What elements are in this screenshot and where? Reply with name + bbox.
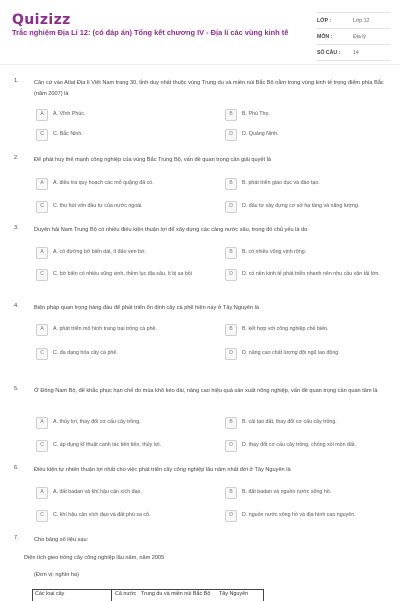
question-text: Điều kiện tự nhiên thuận lợi nhất cho việc phát triển cây công nghiệp lâu năm nhất đới ở Tây Nguyên là <box>34 467 291 473</box>
question-number: 3. <box>14 225 19 231</box>
option-text: D. thay đổi cơ cấu cây trồng, chống xói mòn đất. <box>242 441 356 448</box>
table-unit: (Đơn vị: nghìn ha) <box>34 572 80 578</box>
quizizz-logo: Quizizz <box>12 12 71 28</box>
option-letter-badge: C <box>36 348 48 360</box>
meta-label: MÔN : <box>317 33 333 40</box>
option-letter-badge: B <box>225 487 237 499</box>
option-text: A. điều tra quy hoạch các mỏ quặng đã có. <box>53 179 154 186</box>
option-letter-badge: A <box>36 247 48 259</box>
option-a[interactable] <box>36 323 206 336</box>
option-letter-badge: A <box>36 324 48 336</box>
option-text: A. đất badan và khí hậu cận xích đạo. <box>53 488 142 495</box>
option-c[interactable] <box>36 439 206 452</box>
header-divider <box>0 64 400 65</box>
option-text: B. đất badan và nguồn nước sông hồ. <box>242 488 332 495</box>
question-text: Cho bảng số liệu sau: <box>34 537 89 543</box>
table-header-cell: Trung du và miền núi Bắc Bộ <box>141 591 211 597</box>
option-c[interactable] <box>36 266 206 284</box>
option-a[interactable] <box>36 246 206 259</box>
option-text: D. đầu tư xây dựng cơ sở hạ tầng và năng lượng. <box>242 202 360 209</box>
option-letter-badge: D <box>225 269 237 281</box>
table-header-cell: Cả nước <box>115 591 137 597</box>
option-letter-badge: C <box>36 440 48 452</box>
option-text: D. nguồn nước sông hồ và địa hình cao nguyên. <box>242 511 356 518</box>
option-text: D. Quảng Ninh. <box>242 130 279 137</box>
option-text: A. phát triển mô hình trang trại trồng cà phê. <box>53 325 157 332</box>
option-text: A. có đường bờ biển dài, ít đảo ven bờ. <box>53 248 146 255</box>
question-number: 7. <box>14 535 19 541</box>
meta-row-grade <box>317 13 390 29</box>
question-number: 2. <box>14 155 19 161</box>
option-d[interactable] <box>225 266 395 284</box>
meta-value: Lớp 12 <box>353 17 370 24</box>
option-letter-badge: C <box>36 201 48 213</box>
option-letter-badge: A <box>36 178 48 190</box>
option-letter-badge: B <box>225 247 237 259</box>
option-letter-badge: D <box>225 348 237 360</box>
option-text: C. Bắc Ninh. <box>53 130 83 137</box>
page-title: Trắc nghiệm Địa Lí 12: (có đáp án) Tổng kết chương IV - Địa lí các vùng kinh tế <box>12 28 289 37</box>
option-text: A. Vĩnh Phúc. <box>53 110 86 117</box>
option-text: B. cải tạo đất, thay đổi cơ cấu cây trồng. <box>242 418 337 425</box>
option-text: A. thủy lợi, thay đổi cơ cấu cây trồng. <box>53 418 141 425</box>
option-c[interactable] <box>36 509 206 522</box>
option-b[interactable] <box>225 416 395 429</box>
option-letter-badge: C <box>36 269 48 281</box>
option-a[interactable] <box>36 416 206 429</box>
option-text: B. phát triển giáo dục và đào tạo. <box>242 179 320 186</box>
option-letter-badge: D <box>225 201 237 213</box>
question-text: Duyên hải Nam Trung Bộ có nhiều điều kiện thuận lợi để xây dựng các cảng nước sâu, trong đó chủ yếu là do <box>34 227 308 233</box>
option-letter-badge: A <box>36 417 48 429</box>
option-a[interactable] <box>36 177 206 190</box>
option-b[interactable] <box>225 486 395 499</box>
option-letter-badge: B <box>225 324 237 336</box>
table-header-cell: Các loại cây <box>35 591 65 597</box>
option-b[interactable] <box>225 246 395 259</box>
option-b[interactable] <box>225 108 395 121</box>
option-b[interactable] <box>225 323 395 336</box>
option-d[interactable] <box>225 128 395 141</box>
option-letter-badge: C <box>36 510 48 522</box>
option-letter-badge: A <box>36 487 48 499</box>
meta-label: LỚP : <box>317 17 332 24</box>
question-text: Ở Đông Nam Bộ, để khắc phục hạn chế do mùa khô kéo dài, nâng cao hiệu quả sản xuất nông nghiệp, vấn đề quan trọng cần quan tâm là <box>34 388 378 394</box>
question-text: Để phát huy thế mạnh công nghiệp của vùng Bắc Trung Bộ, vấn đề quan trọng cần giải quyết là <box>34 157 271 163</box>
option-a[interactable] <box>36 108 206 121</box>
meta-value: Địa lý <box>353 33 366 40</box>
question-number: 6. <box>14 465 19 471</box>
header <box>0 0 400 62</box>
data-table-header <box>32 589 264 601</box>
question-number: 1. <box>14 78 19 84</box>
option-d[interactable] <box>225 439 395 452</box>
option-letter-badge: B <box>225 178 237 190</box>
question-number: 5. <box>14 386 19 392</box>
option-letter-badge: D <box>225 129 237 141</box>
option-letter-badge: D <box>225 440 237 452</box>
option-letter-badge: D <box>225 510 237 522</box>
question-number: 4. <box>14 303 19 309</box>
option-text: C. bờ biển có nhiều vũng vịnh, thềm lục địa sâu, ít bị sa bồi <box>53 271 192 278</box>
option-letter-badge: C <box>36 129 48 141</box>
table-divider <box>111 590 112 601</box>
option-d[interactable] <box>225 509 395 522</box>
meta-label: SỐ CÂU : <box>317 49 341 56</box>
option-d[interactable] <box>225 200 395 213</box>
table-header-cell: Tây Nguyên <box>219 591 249 597</box>
option-b[interactable] <box>225 177 395 190</box>
option-letter-badge: B <box>225 109 237 121</box>
table-caption: Diện tích gieo trồng cây công nghiệp lâu năm, năm 2005 <box>24 555 165 561</box>
option-text: C. thu hút vốn đầu tư của nước ngoài. <box>53 202 143 209</box>
option-c[interactable] <box>36 345 206 363</box>
option-text: D. có nền kinh tế phát triển nhanh nên nhu cầu vận tải lớn. <box>242 271 380 278</box>
meta-value: 14 <box>353 49 359 56</box>
meta-row-count <box>317 45 390 61</box>
question-text: Căn cứ vào Atlat Địa lí Việt Nam trang 30, tỉnh duy nhất thuộc vùng Trung du và miền núi Bắc Bộ nằm trong vùng kinh tế trọng điểm phía Bắc (năm 2007) là <box>34 80 384 97</box>
meta-row-subject <box>317 29 390 45</box>
option-text: C. áp dụng kĩ thuật canh tác tiên tiến, thủy lợi. <box>53 441 162 448</box>
option-d[interactable] <box>225 345 395 363</box>
option-text: B. Phú Thọ. <box>242 110 270 117</box>
option-text: C. khí hậu cận xích đạo và đất phù sa cổ. <box>53 511 151 518</box>
option-c[interactable] <box>36 128 206 141</box>
option-a[interactable] <box>36 486 206 499</box>
option-text: D. nâng cao chất lượng đội ngũ lao động. <box>242 350 340 357</box>
option-text: B. kết hợp với công nghiệp chế biến. <box>242 325 329 332</box>
option-text: C. đa dạng hóa cây cà phê. <box>53 350 118 357</box>
option-text: B. có nhiều vũng vịnh rộng. <box>242 248 307 255</box>
meta-box <box>317 12 390 61</box>
option-letter-badge: B <box>225 417 237 429</box>
question-text: Biện pháp quan trọng hàng đầu để phát triển ổn định cây cà phê hiện nay ở Tây Nguyên là <box>34 305 259 311</box>
option-c[interactable] <box>36 200 206 213</box>
option-letter-badge: A <box>36 109 48 121</box>
